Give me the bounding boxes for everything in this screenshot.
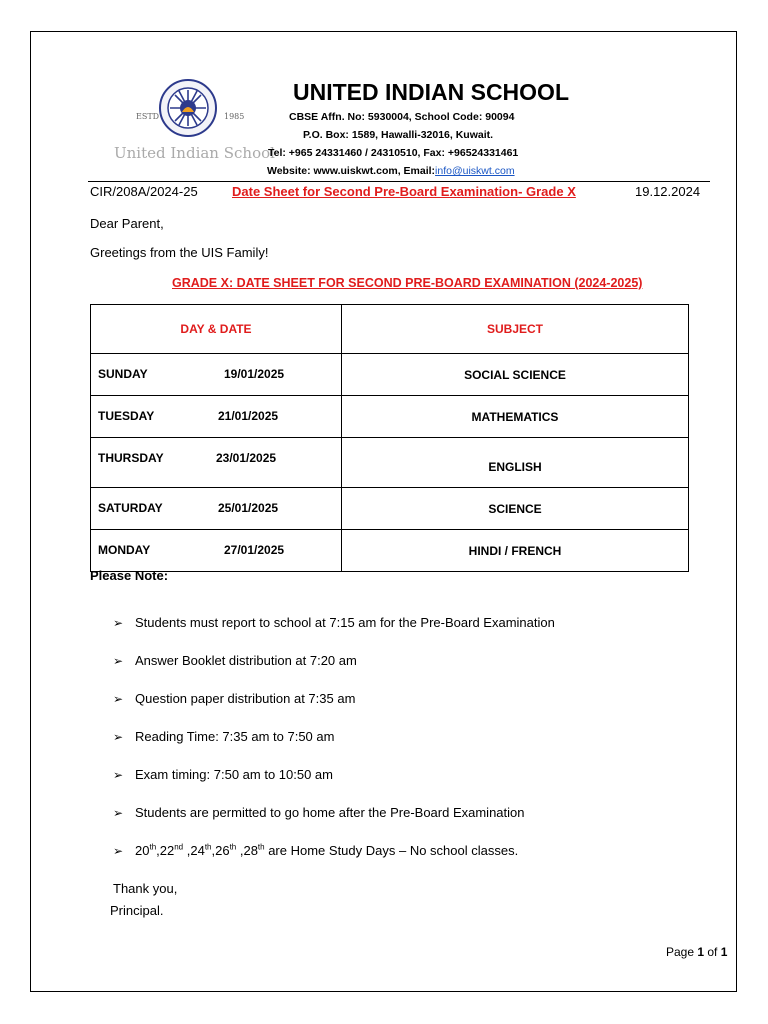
of-word: of bbox=[704, 945, 721, 959]
school-name-script: United Indian School bbox=[114, 144, 275, 162]
day-date-cell bbox=[91, 488, 342, 530]
day-date-cell bbox=[91, 530, 342, 572]
email-link[interactable]: info@uiskwt.com bbox=[435, 165, 515, 177]
greeting: Greetings from the UIS Family! bbox=[90, 245, 269, 260]
notes-heading: Please Note: bbox=[90, 568, 169, 583]
arrow-bullet-icon: ➢ bbox=[113, 844, 124, 859]
list-item bbox=[113, 653, 357, 668]
table-row bbox=[91, 438, 689, 488]
list-item bbox=[113, 691, 355, 706]
note-text: Exam timing: 7:50 am to 10:50 am bbox=[135, 767, 333, 782]
arrow-bullet-icon: ➢ bbox=[113, 806, 124, 820]
day-number: ,26 bbox=[211, 843, 230, 859]
page-total: 1 bbox=[720, 945, 728, 959]
page-number: 1 bbox=[697, 945, 705, 959]
exam-date: 25/01/2025 bbox=[218, 501, 279, 515]
date-sheet-table bbox=[90, 304, 689, 572]
exam-date: 23/01/2025 bbox=[216, 451, 277, 465]
estd-year: 1985 bbox=[224, 112, 245, 121]
day-number: ,24 bbox=[183, 843, 205, 859]
note-text: Students must report to school at 7:15 am for the Pre-Board Examination bbox=[135, 615, 555, 630]
circular-number: CIR/208A/2024-25 bbox=[90, 184, 198, 199]
ordinal-suffix: th bbox=[149, 843, 157, 852]
note-text: Reading Time: 7:35 am to 7:50 am bbox=[135, 729, 335, 744]
salutation: Dear Parent, bbox=[90, 216, 164, 231]
column-header-day-date: DAY & DATE bbox=[91, 305, 342, 354]
ordinal-suffix: th bbox=[204, 843, 212, 852]
circular-date: 19.12.2024 bbox=[635, 184, 701, 199]
ordinal-suffix: nd bbox=[174, 843, 184, 852]
arrow-bullet-icon: ➢ bbox=[113, 616, 124, 630]
subject-cell: MATHEMATICS bbox=[342, 396, 689, 438]
day-name: SATURDAY bbox=[98, 501, 163, 515]
page-word: Page bbox=[666, 945, 698, 959]
arrow-bullet-icon: ➢ bbox=[113, 654, 124, 668]
list-item bbox=[113, 805, 525, 820]
date-sheet-heading: GRADE X: DATE SHEET FOR SECOND PRE-BOARD EXAMINATION (2024-2025) bbox=[172, 276, 643, 290]
exam-date: 21/01/2025 bbox=[218, 409, 279, 423]
phone-line: Tel: +965 24331460 / 24310510, Fax: +96524331461 bbox=[268, 147, 519, 159]
day-date-cell bbox=[91, 354, 342, 396]
note-text: Question paper distribution at 7:35 am bbox=[135, 691, 356, 706]
day-name: SUNDAY bbox=[98, 367, 148, 381]
ordinal-suffix: th bbox=[229, 843, 237, 852]
day-number: ,22 bbox=[156, 843, 175, 859]
arrow-bullet-icon: ➢ bbox=[113, 768, 124, 782]
column-header-subject: SUBJECT bbox=[342, 305, 689, 354]
arrow-bullet-icon: ➢ bbox=[113, 730, 124, 744]
day-name: TUESDAY bbox=[98, 409, 155, 423]
subject-cell: ENGLISH bbox=[342, 438, 689, 488]
day-number: ,28 bbox=[236, 843, 258, 859]
table-header-row bbox=[91, 305, 689, 354]
exam-date: 27/01/2025 bbox=[224, 543, 285, 557]
study-days-text: are Home Study Days – No school classes. bbox=[264, 843, 519, 859]
ordinal-suffix: th bbox=[257, 843, 265, 852]
subject-cell: HINDI / FRENCH bbox=[342, 530, 689, 572]
header-divider bbox=[88, 181, 710, 182]
exam-date: 19/01/2025 bbox=[224, 367, 285, 381]
website-line bbox=[267, 165, 515, 177]
day-number: 20 bbox=[135, 843, 150, 859]
affiliation-line: CBSE Affn. No: 5930004, School Code: 90094 bbox=[289, 111, 515, 123]
website-text: Website: www.uiskwt.com, Email: bbox=[267, 165, 436, 177]
list-item bbox=[113, 615, 555, 630]
subject-cell: SOCIAL SCIENCE bbox=[342, 354, 689, 396]
list-item bbox=[113, 729, 334, 744]
day-date-cell bbox=[91, 438, 342, 488]
table-row bbox=[91, 396, 689, 438]
list-item bbox=[113, 767, 333, 782]
closing-signature: Principal. bbox=[110, 903, 164, 918]
table-row bbox=[91, 488, 689, 530]
subject-cell: SCIENCE bbox=[342, 488, 689, 530]
day-name: MONDAY bbox=[98, 543, 151, 557]
page-indicator bbox=[666, 945, 727, 959]
circular-subject: Date Sheet for Second Pre-Board Examination- Grade X bbox=[232, 184, 576, 199]
school-name: UNITED INDIAN SCHOOL bbox=[293, 79, 569, 105]
day-name: THURSDAY bbox=[98, 451, 164, 465]
arrow-bullet-icon: ➢ bbox=[113, 692, 124, 706]
closing-thanks: Thank you, bbox=[113, 881, 178, 896]
table-row bbox=[91, 530, 689, 572]
note-text: Students are permitted to go home after the Pre-Board Examination bbox=[135, 805, 525, 820]
school-logo-icon bbox=[158, 78, 218, 138]
estd-label: ESTD bbox=[136, 112, 160, 121]
day-date-cell bbox=[91, 396, 342, 438]
study-days-note bbox=[135, 843, 518, 858]
table-row bbox=[91, 354, 689, 396]
note-text: Answer Booklet distribution at 7:20 am bbox=[135, 653, 357, 668]
address-line: P.O. Box: 1589, Hawalli-32016, Kuwait. bbox=[303, 129, 494, 141]
list-item bbox=[113, 843, 518, 858]
